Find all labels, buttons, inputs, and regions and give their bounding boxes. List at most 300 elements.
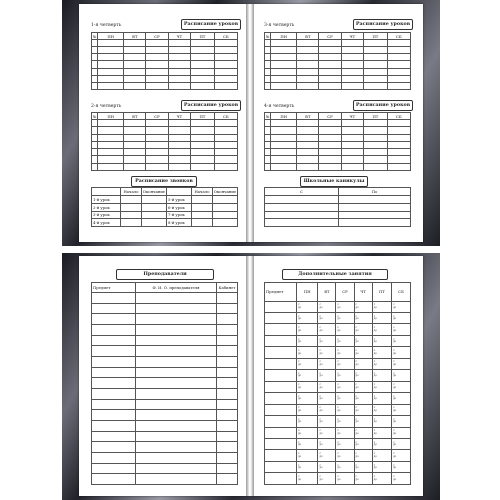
to-label: до xyxy=(373,454,377,458)
col-tue: ВТ xyxy=(297,113,319,120)
time-cell xyxy=(372,404,391,415)
time-cell xyxy=(318,450,336,461)
col-num: № xyxy=(92,33,97,39)
time-cell xyxy=(392,347,411,358)
to-label: до xyxy=(298,454,302,458)
time-cell xyxy=(372,324,391,335)
from-label: с xyxy=(355,429,357,433)
time-cell xyxy=(297,438,318,449)
time-cell xyxy=(336,324,354,335)
time-cell xyxy=(372,347,391,358)
room-header: Кабинет xyxy=(217,283,238,293)
bell-end-header: Окончание xyxy=(213,189,237,194)
to-label: до xyxy=(393,397,397,401)
col-tue: ВТ xyxy=(124,113,146,120)
col-mon: ПН xyxy=(297,283,318,302)
col-sat: СБ xyxy=(387,113,410,120)
col-mon: ПН xyxy=(271,113,297,120)
time-cell xyxy=(336,438,354,449)
from-label: с xyxy=(337,360,339,364)
time-cell xyxy=(372,427,391,438)
from-label: с xyxy=(373,475,376,479)
from-label: с xyxy=(319,348,321,352)
time-cell xyxy=(354,450,372,461)
to-label: до xyxy=(319,466,323,470)
from-label: с xyxy=(298,371,300,375)
time-cell xyxy=(336,301,354,312)
from-label: с xyxy=(355,440,357,444)
from-label: с xyxy=(319,406,321,410)
from-label: с xyxy=(337,394,339,398)
to-label: до xyxy=(373,363,377,367)
to-label: до xyxy=(355,374,359,378)
bell-end-header: Окончание xyxy=(142,189,166,194)
from-label: с xyxy=(393,360,395,364)
to-label: до xyxy=(298,363,302,367)
from-label: с xyxy=(355,337,357,341)
from-label: с xyxy=(337,429,339,433)
to-label: до xyxy=(319,305,323,309)
time-cell xyxy=(318,416,336,427)
schedule-title-q1: Расписание уроков xyxy=(181,19,241,30)
to-label: до xyxy=(337,305,341,309)
to-label: до xyxy=(373,420,377,424)
time-cell xyxy=(354,461,372,472)
col-thu: ЧТ xyxy=(354,283,372,302)
to-label: до xyxy=(298,397,302,401)
subject-cell xyxy=(265,381,297,392)
time-cell xyxy=(392,416,411,427)
time-cell xyxy=(392,427,411,438)
from-label: с xyxy=(298,417,300,421)
time-cell xyxy=(318,427,336,438)
from-label: с xyxy=(393,337,395,341)
to-label: до xyxy=(393,305,397,309)
col-fri: ПТ xyxy=(364,113,388,120)
from-label: с xyxy=(298,326,300,330)
subject-cell xyxy=(265,301,297,312)
time-cell xyxy=(392,312,411,323)
col-wed: СР xyxy=(319,113,341,120)
schedule-table-q1 xyxy=(91,32,238,90)
from-label: с xyxy=(393,314,395,318)
from-label: с xyxy=(337,406,339,410)
time-cell xyxy=(297,324,318,335)
from-label: с xyxy=(373,326,376,330)
subject-cell xyxy=(265,450,297,461)
bells-table xyxy=(91,187,238,227)
time-cell xyxy=(336,347,354,358)
from-label: с xyxy=(319,463,321,467)
col-sat: СБ xyxy=(214,113,237,120)
time-cell xyxy=(297,393,318,404)
col-wed: СР xyxy=(146,33,168,40)
time-cell xyxy=(297,450,318,461)
time-cell xyxy=(318,370,336,381)
time-cell xyxy=(318,301,336,312)
time-cell xyxy=(336,335,354,346)
time-cell xyxy=(318,358,336,369)
from-label: с xyxy=(337,440,339,444)
lesson-label: 4-й урок xyxy=(92,219,121,227)
to-label: до xyxy=(355,397,359,401)
time-cell xyxy=(336,370,354,381)
to-label: до xyxy=(393,328,397,332)
col-tue: ВТ xyxy=(318,283,336,302)
to-label: до xyxy=(319,317,323,321)
to-label: до xyxy=(337,408,341,412)
time-cell xyxy=(336,381,354,392)
to-label: до xyxy=(373,443,377,447)
schedule-table-q3 xyxy=(264,32,411,90)
to-label: до xyxy=(298,443,302,447)
from-label: с xyxy=(298,383,300,387)
from-label: с xyxy=(373,429,376,433)
time-cell xyxy=(297,473,318,485)
time-cell xyxy=(392,324,411,335)
from-label: с xyxy=(337,337,339,341)
subject-cell xyxy=(265,358,297,369)
time-cell xyxy=(392,438,411,449)
time-cell xyxy=(318,404,336,415)
from-label: с xyxy=(393,326,395,330)
from-label: с xyxy=(298,360,300,364)
time-cell xyxy=(297,370,318,381)
from-label: с xyxy=(373,360,376,364)
from-label: с xyxy=(319,371,321,375)
holiday-to-header: По xyxy=(339,188,411,196)
to-label: до xyxy=(319,477,323,481)
time-cell xyxy=(318,461,336,472)
time-cell xyxy=(372,473,391,485)
time-cell xyxy=(372,312,391,323)
to-label: до xyxy=(373,466,377,470)
subject-cell xyxy=(265,416,297,427)
from-label: с xyxy=(319,429,321,433)
to-label: до xyxy=(355,408,359,412)
from-label: с xyxy=(319,360,321,364)
from-label: с xyxy=(298,348,300,352)
from-label: с xyxy=(393,348,395,352)
time-cell xyxy=(297,335,318,346)
to-label: до xyxy=(373,340,377,344)
to-label: до xyxy=(337,431,341,435)
to-label: до xyxy=(337,385,341,389)
time-cell xyxy=(354,335,372,346)
to-label: до xyxy=(337,454,341,458)
lesson-label: 1-й урок xyxy=(92,196,121,204)
to-label: до xyxy=(393,477,397,481)
from-label: с xyxy=(393,429,395,433)
time-cell xyxy=(297,404,318,415)
to-label: до xyxy=(355,351,359,355)
from-label: с xyxy=(373,383,376,387)
from-label: с xyxy=(355,360,357,364)
from-label: с xyxy=(355,371,357,375)
schedule-title-q4: Расписание уроков xyxy=(353,100,413,111)
to-label: до xyxy=(319,363,323,367)
teacher-name-header: Ф. И. О. преподавателя xyxy=(136,283,217,293)
to-label: до xyxy=(355,363,359,367)
quarter4-label: 4-я четверть xyxy=(264,104,295,109)
from-label: с xyxy=(298,452,300,456)
time-cell xyxy=(336,450,354,461)
from-label: с xyxy=(355,475,357,479)
to-label: до xyxy=(393,408,397,412)
col-wed: СР xyxy=(336,283,354,302)
lesson-label: 5-й урок xyxy=(167,196,192,204)
time-cell xyxy=(318,381,336,392)
from-label: с xyxy=(355,406,357,410)
from-label: с xyxy=(319,383,321,387)
from-label: с xyxy=(319,394,321,398)
holidays-title: Школьные каникулы xyxy=(300,176,368,187)
from-label: с xyxy=(298,337,300,341)
from-label: с xyxy=(319,417,321,421)
to-label: до xyxy=(298,328,302,332)
subject-cell xyxy=(265,335,297,346)
from-label: с xyxy=(355,417,357,421)
to-label: до xyxy=(355,431,359,435)
from-label: с xyxy=(373,394,376,398)
to-label: до xyxy=(319,385,323,389)
time-cell xyxy=(354,404,372,415)
from-label: с xyxy=(373,314,376,318)
to-label: до xyxy=(393,351,397,355)
subject-cell xyxy=(265,461,297,472)
from-label: с xyxy=(319,326,321,330)
from-label: с xyxy=(319,440,321,444)
from-label: с xyxy=(393,383,395,387)
teachers-title: Преподаватели xyxy=(116,269,214,280)
to-label: до xyxy=(393,340,397,344)
schedule-title-q3: Расписание уроков xyxy=(353,19,413,30)
bell-start-header: Начало xyxy=(192,188,213,196)
holidays-table xyxy=(264,187,411,227)
to-label: до xyxy=(373,477,377,481)
to-label: до xyxy=(319,443,323,447)
col-tue: ВТ xyxy=(124,33,146,40)
time-cell xyxy=(392,301,411,312)
top-spine xyxy=(246,4,254,242)
to-label: до xyxy=(393,374,397,378)
from-label: с xyxy=(393,463,395,467)
to-label: до xyxy=(373,317,377,321)
from-label: с xyxy=(393,394,395,398)
from-label: с xyxy=(373,371,376,375)
time-cell xyxy=(392,473,411,485)
to-label: до xyxy=(373,328,377,332)
time-cell xyxy=(392,404,411,415)
from-label: с xyxy=(319,314,321,318)
subject-cell xyxy=(265,347,297,358)
time-cell xyxy=(392,335,411,346)
col-thu: ЧТ xyxy=(341,33,363,40)
time-cell xyxy=(354,416,372,427)
to-label: до xyxy=(393,454,397,458)
time-cell xyxy=(297,301,318,312)
time-cell xyxy=(372,461,391,472)
to-label: до xyxy=(319,374,323,378)
to-label: до xyxy=(319,408,323,412)
time-cell xyxy=(372,358,391,369)
col-num: № xyxy=(265,33,270,39)
from-label: с xyxy=(373,348,376,352)
to-label: до xyxy=(337,328,341,332)
from-label: с xyxy=(337,475,339,479)
time-cell xyxy=(372,370,391,381)
col-mon: ПН xyxy=(98,113,124,120)
col-sat: СБ xyxy=(387,33,410,40)
time-cell xyxy=(336,473,354,485)
to-label: до xyxy=(298,420,302,424)
from-label: с xyxy=(393,452,395,456)
lesson-label: 6-й урок xyxy=(167,203,192,211)
subject-cell xyxy=(265,427,297,438)
time-cell xyxy=(336,416,354,427)
time-cell xyxy=(372,438,391,449)
time-cell xyxy=(336,312,354,323)
time-cell xyxy=(318,335,336,346)
to-label: до xyxy=(373,397,377,401)
to-label: до xyxy=(355,477,359,481)
to-label: до xyxy=(337,420,341,424)
to-label: до xyxy=(298,305,302,309)
to-label: до xyxy=(298,374,302,378)
from-label: с xyxy=(355,314,357,318)
to-label: до xyxy=(355,466,359,470)
schedule-table-q4 xyxy=(264,112,411,171)
time-cell xyxy=(354,324,372,335)
subject-cell xyxy=(265,312,297,323)
from-label: с xyxy=(337,463,339,467)
bells-title: Расписание звонков xyxy=(131,176,197,187)
to-label: до xyxy=(355,328,359,332)
from-label: с xyxy=(298,406,300,410)
subject-header: Предмет xyxy=(265,283,297,302)
subject-cell xyxy=(265,438,297,449)
from-label: с xyxy=(373,303,376,307)
to-label: до xyxy=(337,477,341,481)
to-label: до xyxy=(319,328,323,332)
to-label: до xyxy=(355,305,359,309)
subject-header: Предмет xyxy=(92,283,136,293)
lesson-label: 8-й урок xyxy=(167,219,192,227)
quarter1-label: 1-я четверть xyxy=(91,23,122,28)
from-label: с xyxy=(393,371,395,375)
to-label: до xyxy=(298,408,302,412)
bottom-spine xyxy=(246,256,254,496)
col-wed: СР xyxy=(319,33,341,40)
to-label: до xyxy=(319,397,323,401)
from-label: с xyxy=(393,406,395,410)
to-label: до xyxy=(337,466,341,470)
from-label: с xyxy=(355,452,357,456)
col-mon: ПН xyxy=(271,33,297,40)
from-label: с xyxy=(355,303,357,307)
time-cell xyxy=(297,347,318,358)
to-label: до xyxy=(298,340,302,344)
to-label: до xyxy=(393,443,397,447)
bell-start-header: Начало xyxy=(121,188,142,196)
col-num: № xyxy=(265,113,270,119)
to-label: до xyxy=(298,351,302,355)
col-thu: ЧТ xyxy=(168,33,190,40)
time-cell xyxy=(392,358,411,369)
from-label: с xyxy=(319,475,321,479)
from-label: с xyxy=(373,337,376,341)
schedule-title-q2: Расписание уроков xyxy=(181,100,241,111)
from-label: с xyxy=(373,417,376,421)
from-label: с xyxy=(337,348,339,352)
to-label: до xyxy=(393,431,397,435)
schedule-table-q2 xyxy=(91,112,238,171)
from-label: с xyxy=(373,463,376,467)
extra-classes-table xyxy=(264,282,411,485)
time-cell xyxy=(354,438,372,449)
time-cell xyxy=(354,301,372,312)
from-label: с xyxy=(355,394,357,398)
to-label: до xyxy=(337,397,341,401)
subject-cell xyxy=(265,393,297,404)
to-label: до xyxy=(373,431,377,435)
from-label: с xyxy=(355,383,357,387)
to-label: до xyxy=(319,454,323,458)
from-label: с xyxy=(298,440,300,444)
to-label: до xyxy=(373,351,377,355)
to-label: до xyxy=(319,431,323,435)
time-cell xyxy=(297,358,318,369)
from-label: с xyxy=(393,417,395,421)
from-label: с xyxy=(298,394,300,398)
to-label: до xyxy=(355,340,359,344)
from-label: с xyxy=(298,475,300,479)
from-label: с xyxy=(373,452,376,456)
time-cell xyxy=(318,438,336,449)
to-label: до xyxy=(393,317,397,321)
time-cell xyxy=(318,324,336,335)
time-cell xyxy=(392,370,411,381)
to-label: до xyxy=(355,454,359,458)
from-label: с xyxy=(337,383,339,387)
from-label: с xyxy=(373,406,376,410)
col-fri: ПТ xyxy=(364,33,388,40)
col-fri: ПТ xyxy=(191,33,215,40)
col-wed: СР xyxy=(146,113,168,120)
from-label: с xyxy=(319,303,321,307)
col-num: № xyxy=(92,113,97,119)
from-label: с xyxy=(298,303,300,307)
holiday-from-header: С xyxy=(265,188,339,196)
to-label: до xyxy=(319,420,323,424)
to-label: до xyxy=(393,466,397,470)
to-label: до xyxy=(393,385,397,389)
time-cell xyxy=(372,381,391,392)
col-thu: ЧТ xyxy=(341,113,363,120)
time-cell xyxy=(354,427,372,438)
time-cell xyxy=(297,416,318,427)
time-cell xyxy=(297,427,318,438)
lesson-label: 7-й урок xyxy=(167,211,192,219)
time-cell xyxy=(336,393,354,404)
col-tue: ВТ xyxy=(297,33,319,40)
to-label: до xyxy=(355,385,359,389)
col-thu: ЧТ xyxy=(168,113,190,120)
to-label: до xyxy=(393,420,397,424)
time-cell xyxy=(318,347,336,358)
to-label: до xyxy=(373,408,377,412)
time-cell xyxy=(318,473,336,485)
